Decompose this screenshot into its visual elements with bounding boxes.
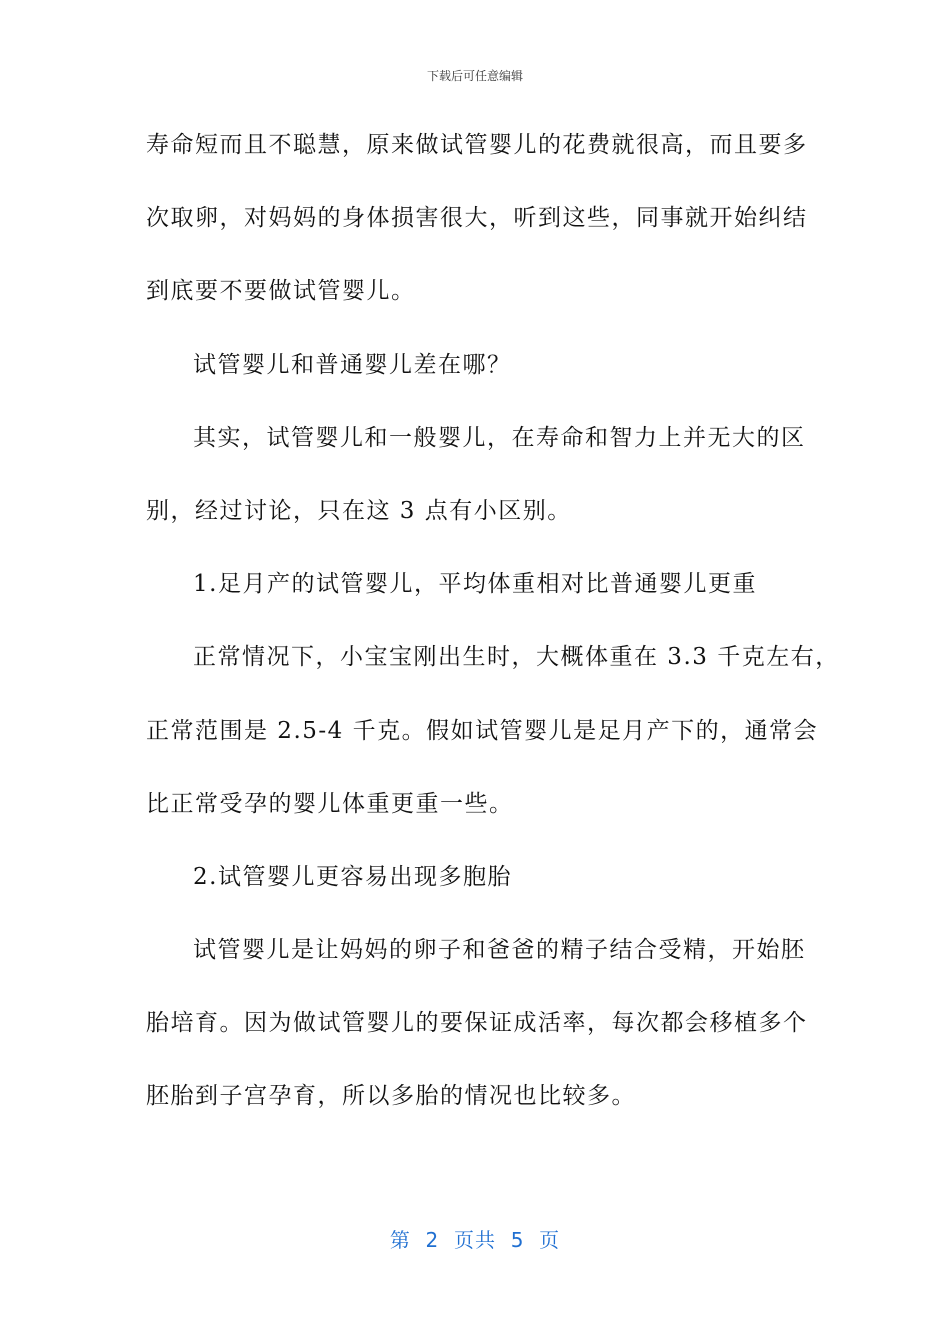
text-line: 次取卵，对妈妈的身体损害很大，听到这些，同事就开始纠结: [146, 205, 808, 232]
page-number-footer: 第 2 页共 5 页: [389, 1228, 561, 1252]
document-body: [146, 117, 840, 1142]
text-line: 胎培育。因为做试管婴儿的要保证成活率，每次都会移植多个: [146, 1010, 808, 1037]
text-line: 正常范围是 2.5-4 千克。假如试管婴儿是足月产下的，通常会: [146, 717, 819, 744]
text-line: 正常情况下，小宝宝刚出生时，大概体重在 3.3 千克左右，: [193, 644, 840, 671]
section-heading-1: 1.足月产的试管婴儿，平均体重相对比普通婴儿更重: [193, 571, 757, 598]
text-line: 试管婴儿是让妈妈的卵子和爸爸的精子结合受精，开始胚: [193, 937, 806, 964]
text-line: 胚胎到子宫孕育，所以多胎的情况也比较多。: [146, 1083, 636, 1110]
text-line: 比正常受孕的婴儿体重更重一些。: [146, 790, 514, 817]
section-heading-2: 2.试管婴儿更容易出现多胞胎: [193, 863, 512, 890]
text-line: 别，经过讨论，只在这 3 点有小区别。: [146, 497, 572, 524]
header-note: 下载后可任意编辑: [426, 69, 523, 83]
text-line: 寿命短而且不聪慧，原来做试管婴儿的花费就很高，而且要多: [146, 132, 808, 158]
section-question: 试管婴儿和普通婴儿差在哪？: [193, 351, 512, 378]
text-line: 到底要不要做试管婴儿。: [146, 278, 416, 305]
text-line: 其实，试管婴儿和一般婴儿，在寿命和智力上并无大的区: [193, 424, 806, 451]
